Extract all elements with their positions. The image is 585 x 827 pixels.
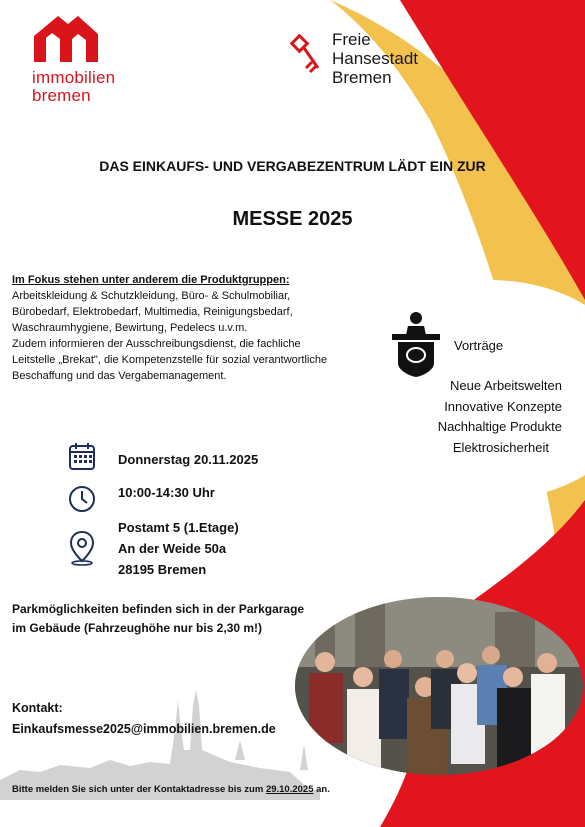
contact-email[interactable]: Einkaufsmesse2025@immobilien.bremen.de	[12, 722, 276, 736]
logo-line-bremen: Bremen	[332, 68, 392, 87]
calendar-icon	[68, 441, 96, 471]
team-photo-illustration	[295, 597, 583, 775]
location-pin-icon	[68, 530, 96, 566]
register-text-end: an.	[313, 784, 330, 795]
lectures-heading: Vorträge	[454, 338, 504, 353]
location-line: 28195 Bremen	[118, 562, 207, 577]
event-location	[118, 517, 239, 580]
immobilien-bremen-logo	[32, 12, 115, 105]
team-photo	[295, 597, 583, 775]
lecture-topic: Neue Arbeitswelten	[449, 378, 562, 393]
location-line: An der Weide 50a	[118, 541, 227, 556]
headline: DAS EINKAUFS- UND VERGABEZENTRUM LÄDT EIN ZUR	[99, 158, 486, 174]
focus-line: Bürobedarf, Elektrobedarf, Multimedia, Reinigungsbedarf,	[12, 306, 293, 318]
logo-line-hansestadt: Hansestadt	[332, 49, 418, 68]
contact-label: Kontakt:	[12, 701, 63, 715]
parking-line: Parkmöglichkeiten befinden sich in der Parkgarage	[12, 602, 305, 616]
lecture-topic: Elektrosicherheit	[452, 439, 549, 455]
focus-lead: Im Fokus stehen unter anderem die Produktgruppen:	[12, 274, 290, 286]
lectures-topics	[438, 376, 562, 458]
logo-line-2: bremen	[32, 86, 91, 105]
event-date: Donnerstag 20.11.2025	[118, 452, 259, 467]
logo-line-freie: Freie	[332, 30, 371, 49]
bremen-key-icon	[290, 34, 324, 80]
lecture-topic: Innovative Konzepte	[444, 398, 562, 414]
focus-text	[12, 272, 372, 384]
focus-line: Beschaffung und das Vergabemanagement.	[12, 370, 227, 382]
page-title: MESSE 2025	[232, 208, 353, 230]
lecture-topic: Nachhaltige Produkte	[437, 419, 562, 434]
focus-line: Zudem informieren der Ausschreibungsdienst, die fachliche	[12, 338, 301, 350]
focus-line: Waschraumhygiene, Bewirtung, Pedelecs u.v.m.	[12, 322, 248, 334]
event-time: 10:00-14:30 Uhr	[118, 485, 215, 500]
house-logo-icon	[32, 12, 102, 64]
contact-block	[12, 698, 276, 740]
register-deadline: 29.10.2025	[265, 784, 314, 795]
parking-line: im Gebäude (Fahrzeughöhe nur bis 2,30 m!)	[12, 621, 263, 635]
lectern-icon	[390, 309, 442, 379]
logo-line-1: immobilien	[32, 68, 116, 87]
focus-line: Arbeitskleidung & Schutzkleidung, Büro- & Schulmobiliar,	[12, 290, 291, 302]
focus-line: Leitstelle „Brekat", die Kompetenzstelle für sozial verantwortliche	[12, 354, 328, 366]
register-text: Bitte melden Sie sich unter der Kontaktadresse bis zum	[12, 784, 266, 795]
location-line: Postamt 5 (1.Etage)	[118, 520, 239, 535]
registration-note	[12, 784, 330, 795]
parking-info	[12, 600, 304, 638]
clock-icon	[68, 485, 96, 513]
